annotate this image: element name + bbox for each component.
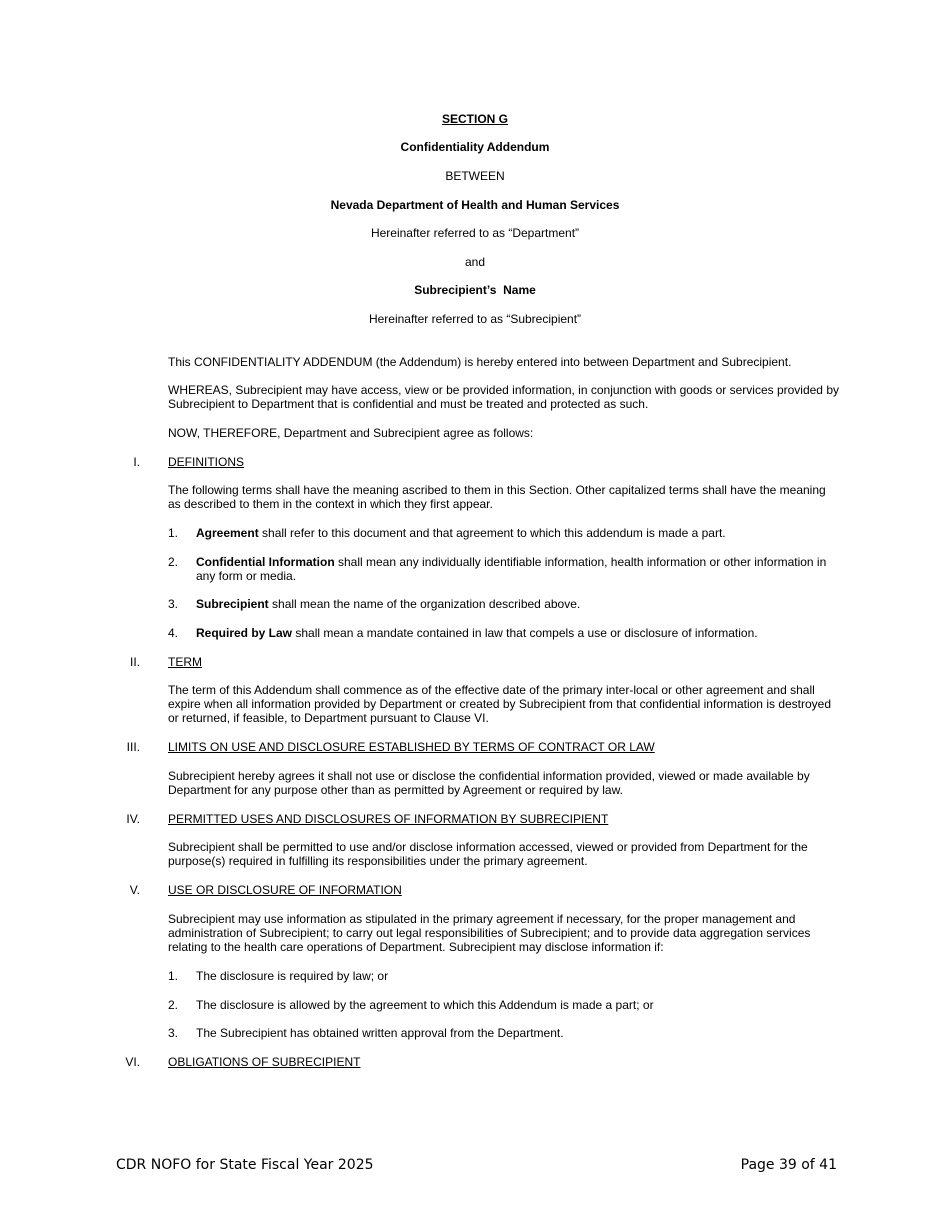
between-label: BETWEEN: [445, 169, 505, 183]
list-item-number: 2.: [168, 998, 179, 1012]
section-heading-term: TERM: [168, 655, 202, 669]
definition-item: [196, 526, 840, 540]
definition-term: Confidential Information: [196, 555, 335, 569]
definition-text: shall refer to this document and that agreement to which this addendum is made a part.: [258, 526, 726, 540]
term-body: The term of this Addendum shall commence as of the effective date of the primary inter-local or other agreement and shall expire when all information provided by Department or created by Subrecipient from that confidential information is destroyed or returned, if feasible, to Department pursuant to Clause VI.: [168, 683, 832, 726]
use-disclosure-body: Subrecipient may use information as stipulated in the primary agreement if necessary, for the proper management and administration of Subrecipient; to carry out legal responsibilities of Subrecipient; and to provide data aggregation services relating to the health care operations of Department. Subrecipient may disclose information if:: [168, 912, 811, 955]
department-name: Nevada Department of Health and Human Services: [330, 198, 620, 212]
addendum-title: Confidentiality Addendum: [400, 140, 550, 154]
list-item-number: 2.: [168, 555, 179, 569]
section-number: I.: [133, 455, 140, 469]
definitions-body: The following terms shall have the meaning ascribed to them in this Section. Other capitalized terms shall have the meaning as described to them in the context in which they first appear.: [168, 483, 826, 512]
list-item-number: 3.: [168, 597, 179, 611]
section-heading-definitions: DEFINITIONS: [168, 455, 245, 469]
section-heading-use-disclosure: USE OR DISCLOSURE OF INFORMATION: [168, 883, 402, 897]
whereas-paragraph: WHEREAS, Subrecipient may have access, view or be provided information, in conjunction with goods or services provided by Subrecipient to Department that is confidential and must be treated and protected as such.: [168, 383, 839, 412]
definition-text: shall mean the name of the organization described above.: [268, 597, 581, 611]
now-therefore-paragraph: NOW, THEREFORE, Department and Subrecipient agree as follows:: [168, 426, 534, 440]
list-item-number: 3.: [168, 1026, 179, 1040]
section-number: IV.: [126, 812, 140, 826]
subrecipient-reference: Hereinafter referred to as “Subrecipient”: [368, 312, 582, 326]
definition-term: Subrecipient: [196, 597, 269, 611]
footer-page-number: Page 39 of 41: [740, 1157, 837, 1173]
section-label: SECTION G: [441, 112, 508, 126]
disclosure-condition: The Subrecipient has obtained written approval from the Department.: [196, 1026, 564, 1040]
section-heading-limits: LIMITS ON USE AND DISCLOSURE ESTABLISHED BY TERMS OF CONTRACT OR LAW: [168, 740, 655, 754]
list-item-number: 4.: [168, 626, 179, 640]
definition-item: [196, 597, 840, 611]
disclosure-condition: The disclosure is allowed by the agreement to which this Addendum is made a part; or: [196, 998, 654, 1012]
definition-term: Required by Law: [196, 626, 293, 640]
section-number: III.: [126, 740, 140, 754]
definition-text: shall mean a mandate contained in law that compels a use or disclosure of information.: [292, 626, 758, 640]
list-item-number: 1.: [168, 526, 179, 540]
section-number: V.: [129, 883, 140, 897]
definition-item: [196, 555, 840, 583]
limits-body: Subrecipient hereby agrees it shall not use or disclose the confidential information provided, viewed or made available by Department for any purpose other than as permitted by Agreement or required by law.: [168, 769, 810, 798]
permitted-uses-body: Subrecipient shall be permitted to use and/or disclose information accessed, viewed or provided from Department for the purpose(s) required in fulfilling its responsibilities under the primary agreement.: [168, 840, 808, 869]
and-label: and: [464, 255, 486, 269]
subrecipient-name: Subrecipient’s Name: [414, 283, 536, 297]
intro-paragraph: This CONFIDENTIALITY ADDENDUM (the Addendum) is hereby entered into between Department and Subrecipient.: [168, 355, 792, 369]
section-heading-obligations: OBLIGATIONS OF SUBRECIPIENT: [168, 1055, 361, 1069]
definition-item: [196, 626, 840, 640]
disclosure-condition: The disclosure is required by law; or: [196, 969, 389, 983]
definition-text: shall mean any individually identifiable information, health information or other information in any form or media.: [196, 555, 827, 584]
section-number: VI.: [125, 1055, 140, 1069]
section-number: II.: [129, 655, 140, 669]
definition-term: Agreement: [196, 526, 259, 540]
footer-document-title: CDR NOFO for State Fiscal Year 2025: [116, 1157, 374, 1173]
list-item-number: 1.: [168, 969, 179, 983]
department-reference: Hereinafter referred to as “Department”: [370, 226, 580, 240]
section-heading-permitted-uses: PERMITTED USES AND DISCLOSURES OF INFORMATION BY SUBRECIPIENT: [168, 812, 609, 826]
